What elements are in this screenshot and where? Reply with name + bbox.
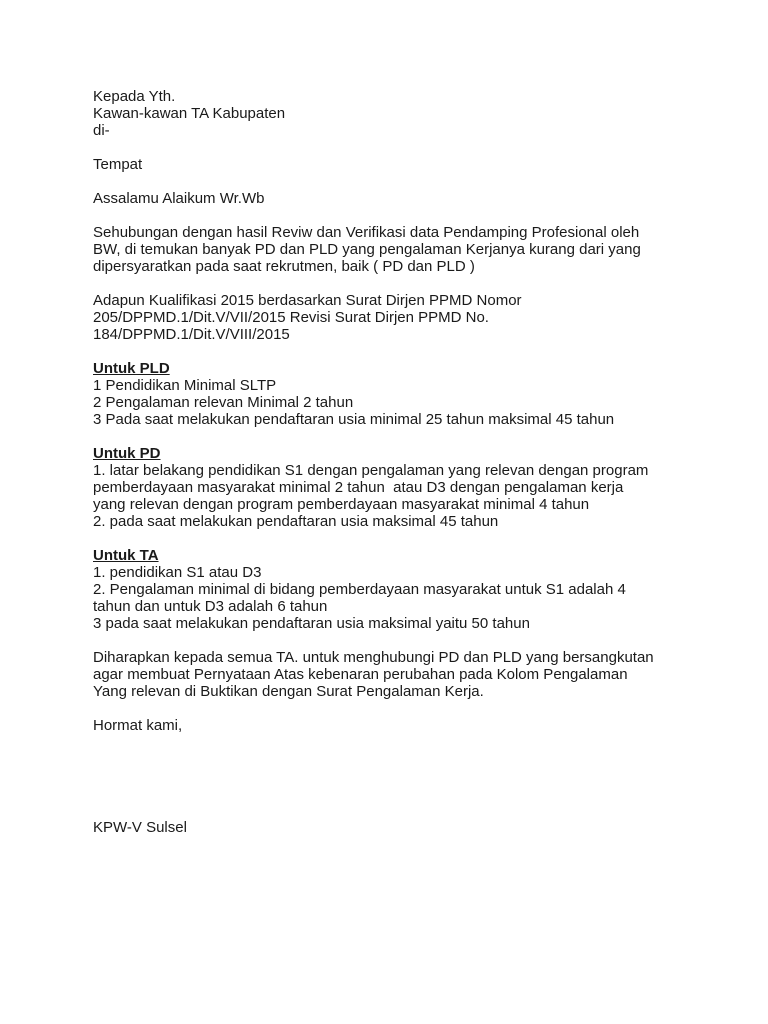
intro-paragraph (93, 224, 713, 275)
spacer (93, 275, 713, 292)
spacer (93, 207, 713, 224)
letter-body (93, 88, 713, 836)
list-item: 2. Pengalaman minimal di bidang pemberdayaan masyarakat untuk S1 adalah 4 (93, 581, 626, 598)
list-item: 2 Pengalaman relevan Minimal 2 tahun (93, 394, 354, 411)
spacer (93, 530, 713, 547)
recipient-line-2: Kawan-kawan TA Kabupaten (93, 105, 286, 122)
section-heading-pld: Untuk PLD (93, 360, 170, 377)
spacer (93, 428, 713, 445)
closing-line: Yang relevan di Buktikan dengan Surat Pengalaman Kerja. (93, 683, 484, 700)
list-item: 1 Pendidikan Minimal SLTP (93, 377, 277, 394)
spacer (93, 632, 713, 649)
intro-line: BW, di temukan banyak PD dan PLD yang pengalaman Kerjanya kurang dari yang (93, 241, 641, 258)
section-pld (93, 360, 713, 428)
section-ta (93, 547, 713, 632)
spacer (93, 343, 713, 360)
section-pd (93, 445, 713, 530)
closing-paragraph (93, 649, 713, 700)
closing-line: Diharapkan kepada semua TA. untuk menghubungi PD dan PLD yang bersangkutan (93, 649, 654, 666)
reference-line: Adapun Kualifikasi 2015 berdasarkan Surat Dirjen PPMD Nomor (93, 292, 522, 309)
greeting: Assalamu Alaikum Wr.Wb (93, 190, 265, 207)
intro-line: dipersyaratkan pada saat rekrutmen, baik ( PD dan PLD ) (93, 258, 475, 275)
list-item: 3 pada saat melakukan pendaftaran usia maksimal yaitu 50 tahun (93, 615, 530, 632)
reference-line: 184/DPPMD.1/Dit.V/VIII/2015 (93, 326, 290, 343)
signature: KPW-V Sulsel (93, 819, 187, 836)
list-item: 1. pendidikan S1 atau D3 (93, 564, 262, 581)
closing-line: agar membuat Pernyataan Atas kebenaran perubahan pada Kolom Pengalaman (93, 666, 628, 683)
intro-line: Sehubungan dengan hasil Reviw dan Verifikasi data Pendamping Profesional oleh (93, 224, 640, 241)
section-heading-ta: Untuk TA (93, 547, 159, 564)
list-item: 2. pada saat melakukan pendaftaran usia maksimal 45 tahun (93, 513, 499, 530)
list-item: 3 Pada saat melakukan pendaftaran usia minimal 25 tahun maksimal 45 tahun (93, 411, 615, 428)
salutation: Hormat kami, (93, 717, 183, 734)
section-heading-pd: Untuk PD (93, 445, 161, 462)
reference-line: 205/DPPMD.1/Dit.V/VII/2015 Revisi Surat Dirjen PPMD No. (93, 309, 489, 326)
spacer (93, 785, 713, 802)
recipient-line-3: di- (93, 122, 110, 139)
list-item: 1. latar belakang pendidikan S1 dengan pengalaman yang relevan dengan program (93, 462, 649, 479)
spacer (93, 734, 713, 751)
reference-paragraph (93, 292, 713, 343)
spacer (93, 751, 713, 768)
recipient-place: Tempat (93, 156, 143, 173)
spacer (93, 802, 713, 819)
spacer (93, 768, 713, 785)
list-item: tahun dan untuk D3 adalah 6 tahun (93, 598, 328, 615)
list-item: pemberdayaan masyarakat minimal 2 tahun atau D3 dengan pengalaman kerja (93, 479, 624, 496)
list-item: yang relevan dengan program pemberdayaan masyarakat minimal 4 tahun (93, 496, 590, 513)
recipient-block (93, 88, 713, 139)
spacer (93, 139, 713, 156)
recipient-line-1: Kepada Yth. (93, 88, 176, 105)
spacer (93, 173, 713, 190)
spacer (93, 700, 713, 717)
